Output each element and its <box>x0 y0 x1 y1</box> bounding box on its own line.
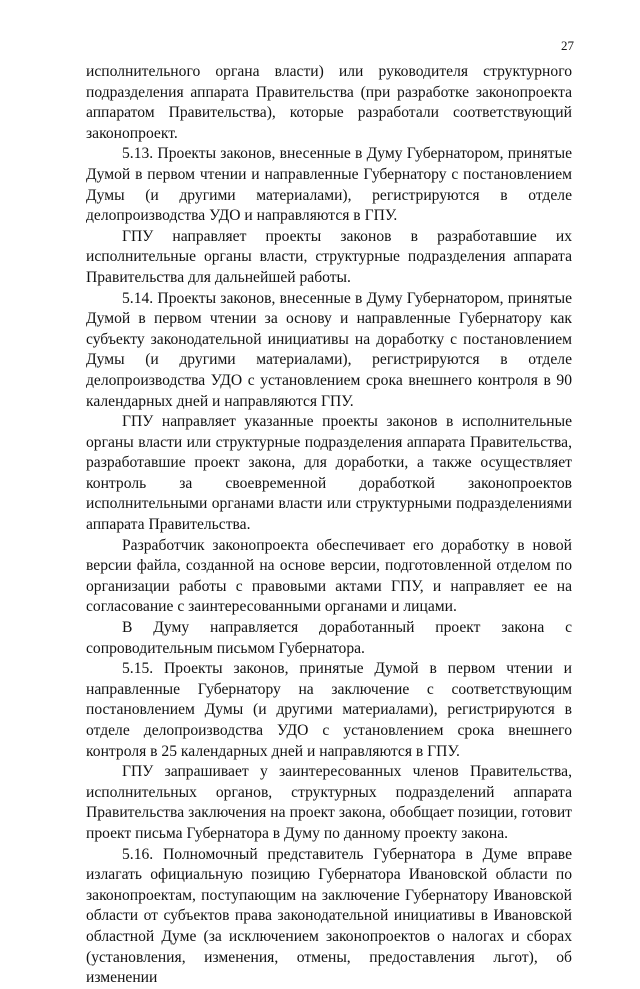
paragraph-duma-letter: В Думу направляется доработанный проект закона с сопроводительным письмом Губернатора. <box>86 619 572 657</box>
page-number: 27 <box>561 38 574 53</box>
paragraph-gpu-directs: ГПУ направляет проекты законов в разработавшие их исполнительные органы власти, структурные подразделения аппарата Правительства для дальнейшей работы. <box>86 227 572 286</box>
paragraph-5-13: 5.13. Проекты законов, внесенные в Думу Губернатором, принятые Думой в первом чтении и направленные Губернатору с постановлением Думы (и другими материалами), регистрируются в отделе делопроизводства УДО и направляются в ГПУ. <box>86 145 572 225</box>
paragraph-continuation: исполнительного органа власти) или руководителя структурного подразделения аппарата Правительства (при разработке законопроекта аппаратом Правительства), которые разработали соответствующий законопроект. <box>86 63 572 142</box>
paragraph-gpu-requests: ГПУ запрашивает у заинтересованных членов Правительства, исполнительных органов, структурных подразделений аппарата Правительства заключения на проект закона, обобщает позиции, готовит проект письма Губернатора в Думу по данному проекту закона. <box>86 763 572 842</box>
paragraph-developer: Разработчик законопроекта обеспечивает его доработку в новой версии файла, созданной на основе версии, подготовленной отделом по организации работы с правовыми актами ГПУ, и направляет ее на согласование с заинтересованными органами и лицами. <box>86 536 572 616</box>
paragraph-5-14: 5.14. Проекты законов, внесенные в Думу Губернатором, принятые Думой в первом чтении за основу и направленные Губернатору как субъекту законодательной инициативы на доработку с постановлением Думы (и другими материалами), регистрируются в отделе делопроизводства УДО с установлением срока внешнего контроля в 90 календарных дней и направляются ГПУ. <box>86 289 572 410</box>
paragraph-gpu-revision: ГПУ направляет указанные проекты законов в исполнительные органы власти или структурные подразделения аппарата Правительства, разработавшие проект закона, для доработки, а также осуществляет контроль за своевременной доработкой законопроектов исполнительными органами власти или структурными подразделениями аппарата Правительства. <box>86 413 572 534</box>
paragraph-5-16: 5.16. Полномочный представитель Губернатора в Думе вправе излагать официальную позицию Губернатора Ивановской области по законопроектам, поступающим на заключение Губернатору Ивановской области от субъектов права законодательной инициативы в Ивановской областной Думе (за исключением законопроектов о налогах и сборах (установления, изменения, отмены, предоставления льгот), об изменении <box>86 845 572 987</box>
document-body <box>86 62 572 989</box>
paragraph-5-15: 5.15. Проекты законов, принятые Думой в первом чтении и направленные Губернатору на заключение с соответствующим постановлением Думы (и другими материалами), регистрируются в отделе делопроизводства УДО с установлением срока внешнего контроля в 25 календарных дней и направляются в ГПУ. <box>86 660 572 760</box>
